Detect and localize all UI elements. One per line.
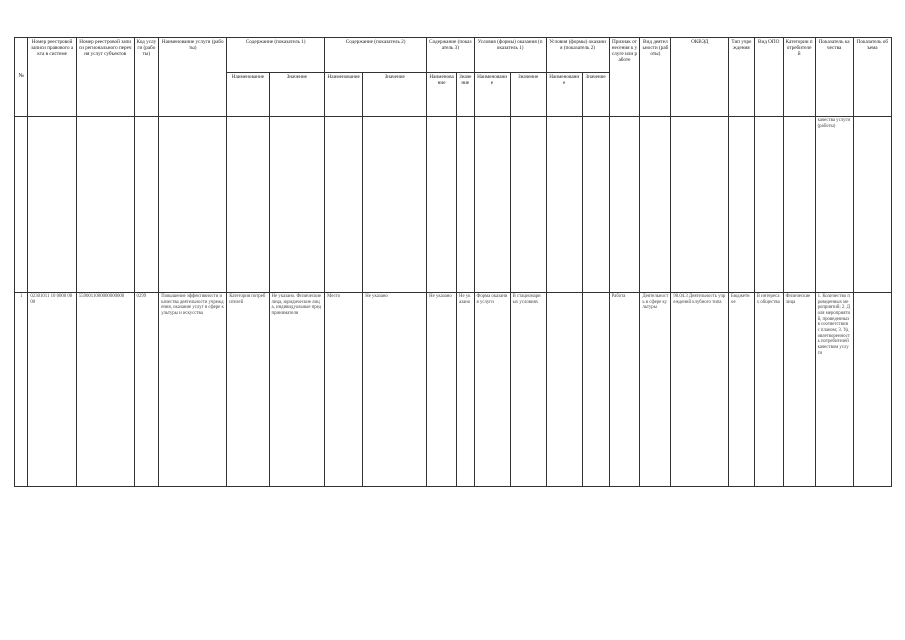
header-activity: Вид деятельности (работы) [640,38,671,117]
cell-service-name: Повышение эффективности и качества деятельности учреждения, оказание услуг в сфере культуры и искусства [159,293,227,487]
header-payment-type: Тип учреждения [729,38,755,117]
header-content-2: Содержание (показатель 2) [325,38,427,73]
continuation-row [15,117,892,293]
cell-num: 1 [15,293,28,487]
header-consumer-category: Категории потребителей [783,38,815,117]
header-volume-indicators: Показатель объема [853,38,891,117]
cell-cond1-name: Форма оказания услуги [474,293,510,487]
header-content-3: Содержание (показатель 3) [427,38,474,73]
header-sub-name: Наименование [427,73,457,117]
cell-otn: В интересах общества [754,293,783,487]
cell-sign: Работа [609,293,640,487]
header-sub-value: Значение [457,73,475,117]
header-conditions-1: Условия (формы) оказания (показатель 1) [474,38,546,73]
cell-volume-indicators [853,293,891,487]
cell-cond2-value [582,293,609,487]
cell-payment-type: Бюджетное [729,293,755,487]
header-otn: Вид ОПО [754,38,783,117]
header-sub-name: Наименование [474,73,510,117]
overflow-text: качества услуги (работы) [815,117,853,293]
cell-consumer-category: Физические лица [783,293,815,487]
cell-content3-name: Не указано [427,293,457,487]
header-service-code: Код услуги (работы) [134,38,159,117]
cell-cond1-value: В стационарных условиях [510,293,546,487]
header-row-1 [15,38,892,73]
cell-content2-name: Место [325,293,363,487]
header-sub-name: Наименование [325,73,363,117]
registry-table [14,37,892,487]
header-sub-value: Значение [269,73,325,117]
header-reg-number: Номер реестровой записи правового акта в системе [28,38,76,117]
cell-activity: Деятельность в сфере культуры [640,293,671,487]
header-service-name: Наименование услуги (работы) [159,38,227,117]
cell-content1-value: Не указано. Физические лица, юридические лица, индивидуальные предприниматели [269,293,325,487]
cell-content1-name: Категория потребителей [227,293,269,487]
header-conditions-2: Условия (формы) оказания (показатель 2) [546,38,609,73]
cell-reg-number: 02301011 10 0000 0000 [28,293,76,487]
header-content-1: Содержание (показатель 1) [227,38,325,73]
cell-okved: 90.04.3 Деятельность учреждений клубного типа [671,293,729,487]
header-sub-name: Наименование [227,73,269,117]
header-regional-list-number: Номер реестровой записи регионального перечня услуг субъектов [76,38,134,117]
cell-cond2-name [546,293,582,487]
header-sub-name: Наименование [546,73,582,117]
cell-content3-value: Не указано [457,293,475,487]
cell-service-code: 0299 [134,293,159,487]
cell-content2-value: Не указано [363,293,427,487]
header-sign: Признак отнесения к услуге или работе [609,38,640,117]
header-quality-indicators: Показатель качества [815,38,853,117]
header-okved: ОКВЭД [671,38,729,117]
cell-regional-list-number: 5590011000000000000 [76,293,134,487]
table-row [15,293,892,487]
header-sub-value: Значение [582,73,609,117]
cell-quality-indicators: 1. Количество проведенных мероприятий; 2. Доля мероприятий, проведенных в соответствии с планом; 3. Удовлетворенность потребителей качеством услуги [815,293,853,487]
header-num: № [15,38,28,117]
header-sub-value: Значение [510,73,546,117]
header-sub-value: Значение [363,73,427,117]
